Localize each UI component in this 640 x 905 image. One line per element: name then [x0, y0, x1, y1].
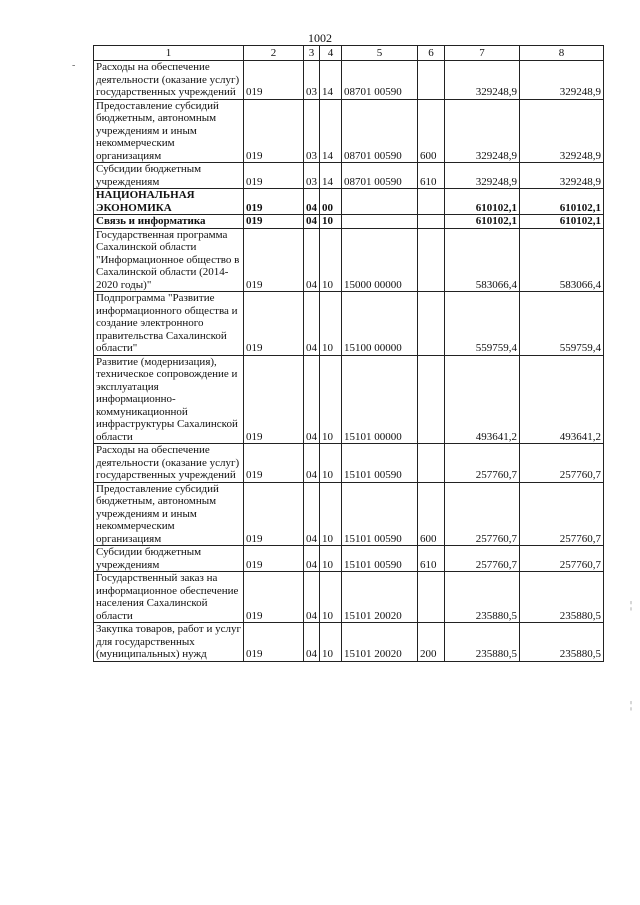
row-section-code: 03 [304, 61, 320, 100]
row-sum-year1: 257760,7 [445, 444, 520, 483]
row-target-code: 15101 00590 [342, 444, 418, 483]
column-header: 7 [445, 46, 520, 61]
row-name: Государственная программа Сахалинской области "Информационное общество в Сахалинской области (2014-2020 годы)" [94, 228, 244, 292]
row-target-code [342, 215, 418, 229]
row-name: НАЦИОНАЛЬНАЯ ЭКОНОМИКА [94, 189, 244, 215]
row-subsection-code: 10 [320, 572, 342, 623]
row-ved-code: 019 [244, 623, 304, 662]
row-sum-year2: 235880,5 [520, 623, 604, 662]
row-name: Расходы на обеспечение деятельности (оказание услуг) государственных учреждений [94, 444, 244, 483]
row-target-code: 15100 00000 [342, 292, 418, 356]
row-section-code: 04 [304, 482, 320, 546]
column-header: 5 [342, 46, 418, 61]
row-ved-code: 019 [244, 546, 304, 572]
row-expense-type [418, 572, 445, 623]
column-header: 2 [244, 46, 304, 61]
row-ved-code: 019 [244, 99, 304, 163]
row-name: Государственный заказ на информационное обеспечение населения Сахалинской области [94, 572, 244, 623]
row-target-code: 08701 00590 [342, 99, 418, 163]
row-name: Развитие (модернизация), техническое сопровождение и эксплуатация информационно-коммуникационной инфраструктуры Сахалинской области [94, 355, 244, 444]
table-row [94, 228, 604, 292]
row-sum-year2: 493641,2 [520, 355, 604, 444]
row-subsection-code: 10 [320, 355, 342, 444]
row-section-code: 04 [304, 292, 320, 356]
column-header-row [94, 46, 604, 61]
row-section-code: 04 [304, 215, 320, 229]
row-sum-year2: 610102,1 [520, 215, 604, 229]
row-target-code: 15101 00590 [342, 482, 418, 546]
margin-mark: - [72, 60, 76, 71]
row-subsection-code: 00 [320, 189, 342, 215]
row-name: Закупка товаров, работ и услуг для государственных (муниципальных) нужд [94, 623, 244, 662]
table-row [94, 215, 604, 229]
row-sum-year2: 257760,7 [520, 444, 604, 483]
row-sum-year2: 329248,9 [520, 61, 604, 100]
column-header: 3 [304, 46, 320, 61]
column-header: 6 [418, 46, 445, 61]
row-section-code: 04 [304, 623, 320, 662]
row-name: Подпрограмма "Развитие информационного общества и создание электронного правительства Сахалинской области" [94, 292, 244, 356]
table-row [94, 482, 604, 546]
row-subsection-code: 10 [320, 623, 342, 662]
row-expense-type [418, 189, 445, 215]
row-sum-year2: 329248,9 [520, 163, 604, 189]
row-sum-year1: 329248,9 [445, 163, 520, 189]
row-sum-year1: 235880,5 [445, 572, 520, 623]
row-subsection-code: 14 [320, 163, 342, 189]
row-target-code: 08701 00590 [342, 163, 418, 189]
row-ved-code: 019 [244, 215, 304, 229]
row-expense-type: 600 [418, 99, 445, 163]
row-sum-year2: 257760,7 [520, 482, 604, 546]
column-header: 1 [94, 46, 244, 61]
row-ved-code: 019 [244, 61, 304, 100]
row-expense-type: 200 [418, 623, 445, 662]
row-target-code: 15101 20020 [342, 572, 418, 623]
row-sum-year2: 610102,1 [520, 189, 604, 215]
row-expense-type [418, 355, 445, 444]
row-target-code: 15101 00000 [342, 355, 418, 444]
table-row [94, 444, 604, 483]
column-header: 4 [320, 46, 342, 61]
row-sum-year1: 559759,4 [445, 292, 520, 356]
row-name: Предоставление субсидий бюджетным, автономным учреждениям и иным некоммерческим организациям [94, 482, 244, 546]
table-row [94, 292, 604, 356]
row-section-code: 04 [304, 189, 320, 215]
row-subsection-code: 10 [320, 228, 342, 292]
row-name: Связь и информатика [94, 215, 244, 229]
row-sum-year2: 559759,4 [520, 292, 604, 356]
margin-mark: ¦ [630, 700, 633, 711]
row-sum-year1: 235880,5 [445, 623, 520, 662]
row-ved-code: 019 [244, 189, 304, 215]
row-subsection-code: 10 [320, 215, 342, 229]
row-ved-code: 019 [244, 572, 304, 623]
table-row [94, 623, 604, 662]
row-expense-type: 610 [418, 546, 445, 572]
row-name: Субсидии бюджетным учреждениям [94, 546, 244, 572]
row-section-code: 04 [304, 546, 320, 572]
budget-table [93, 45, 604, 662]
row-sum-year1: 493641,2 [445, 355, 520, 444]
row-sum-year1: 329248,9 [445, 61, 520, 100]
row-ved-code: 019 [244, 228, 304, 292]
row-expense-type [418, 215, 445, 229]
row-target-code: 15000 00000 [342, 228, 418, 292]
row-name: Расходы на обеспечение деятельности (оказание услуг) государственных учреждений [94, 61, 244, 100]
row-subsection-code: 10 [320, 482, 342, 546]
row-target-code: 15101 00590 [342, 546, 418, 572]
row-sum-year2: 257760,7 [520, 546, 604, 572]
table-row [94, 189, 604, 215]
row-expense-type: 600 [418, 482, 445, 546]
row-sum-year2: 235880,5 [520, 572, 604, 623]
row-target-code: 08701 00590 [342, 61, 418, 100]
row-section-code: 04 [304, 444, 320, 483]
row-expense-type [418, 444, 445, 483]
table-row [94, 61, 604, 100]
table-row [94, 355, 604, 444]
margin-mark: ¦ [630, 600, 633, 611]
row-ved-code: 019 [244, 163, 304, 189]
page-number: 1002 [308, 31, 332, 45]
row-sum-year1: 329248,9 [445, 99, 520, 163]
row-expense-type [418, 61, 445, 100]
row-sum-year1: 257760,7 [445, 482, 520, 546]
table-row [94, 546, 604, 572]
row-ved-code: 019 [244, 444, 304, 483]
table-row [94, 572, 604, 623]
row-ved-code: 019 [244, 355, 304, 444]
row-section-code: 04 [304, 572, 320, 623]
row-ved-code: 019 [244, 292, 304, 356]
row-sum-year1: 583066,4 [445, 228, 520, 292]
row-sum-year2: 329248,9 [520, 99, 604, 163]
row-subsection-code: 10 [320, 444, 342, 483]
row-expense-type: 610 [418, 163, 445, 189]
row-expense-type [418, 228, 445, 292]
row-subsection-code: 10 [320, 292, 342, 356]
row-section-code: 03 [304, 99, 320, 163]
row-subsection-code: 14 [320, 99, 342, 163]
row-subsection-code: 10 [320, 546, 342, 572]
row-name: Субсидии бюджетным учреждениям [94, 163, 244, 189]
row-sum-year2: 583066,4 [520, 228, 604, 292]
row-section-code: 04 [304, 228, 320, 292]
row-ved-code: 019 [244, 482, 304, 546]
row-sum-year1: 610102,1 [445, 189, 520, 215]
row-sum-year1: 257760,7 [445, 546, 520, 572]
row-subsection-code: 14 [320, 61, 342, 100]
row-target-code: 15101 20020 [342, 623, 418, 662]
row-sum-year1: 610102,1 [445, 215, 520, 229]
table-row [94, 163, 604, 189]
row-expense-type [418, 292, 445, 356]
row-section-code: 04 [304, 355, 320, 444]
row-section-code: 03 [304, 163, 320, 189]
row-target-code [342, 189, 418, 215]
row-name: Предоставление субсидий бюджетным, автономным учреждениям и иным некоммерческим организациям [94, 99, 244, 163]
column-header: 8 [520, 46, 604, 61]
table-row [94, 99, 604, 163]
